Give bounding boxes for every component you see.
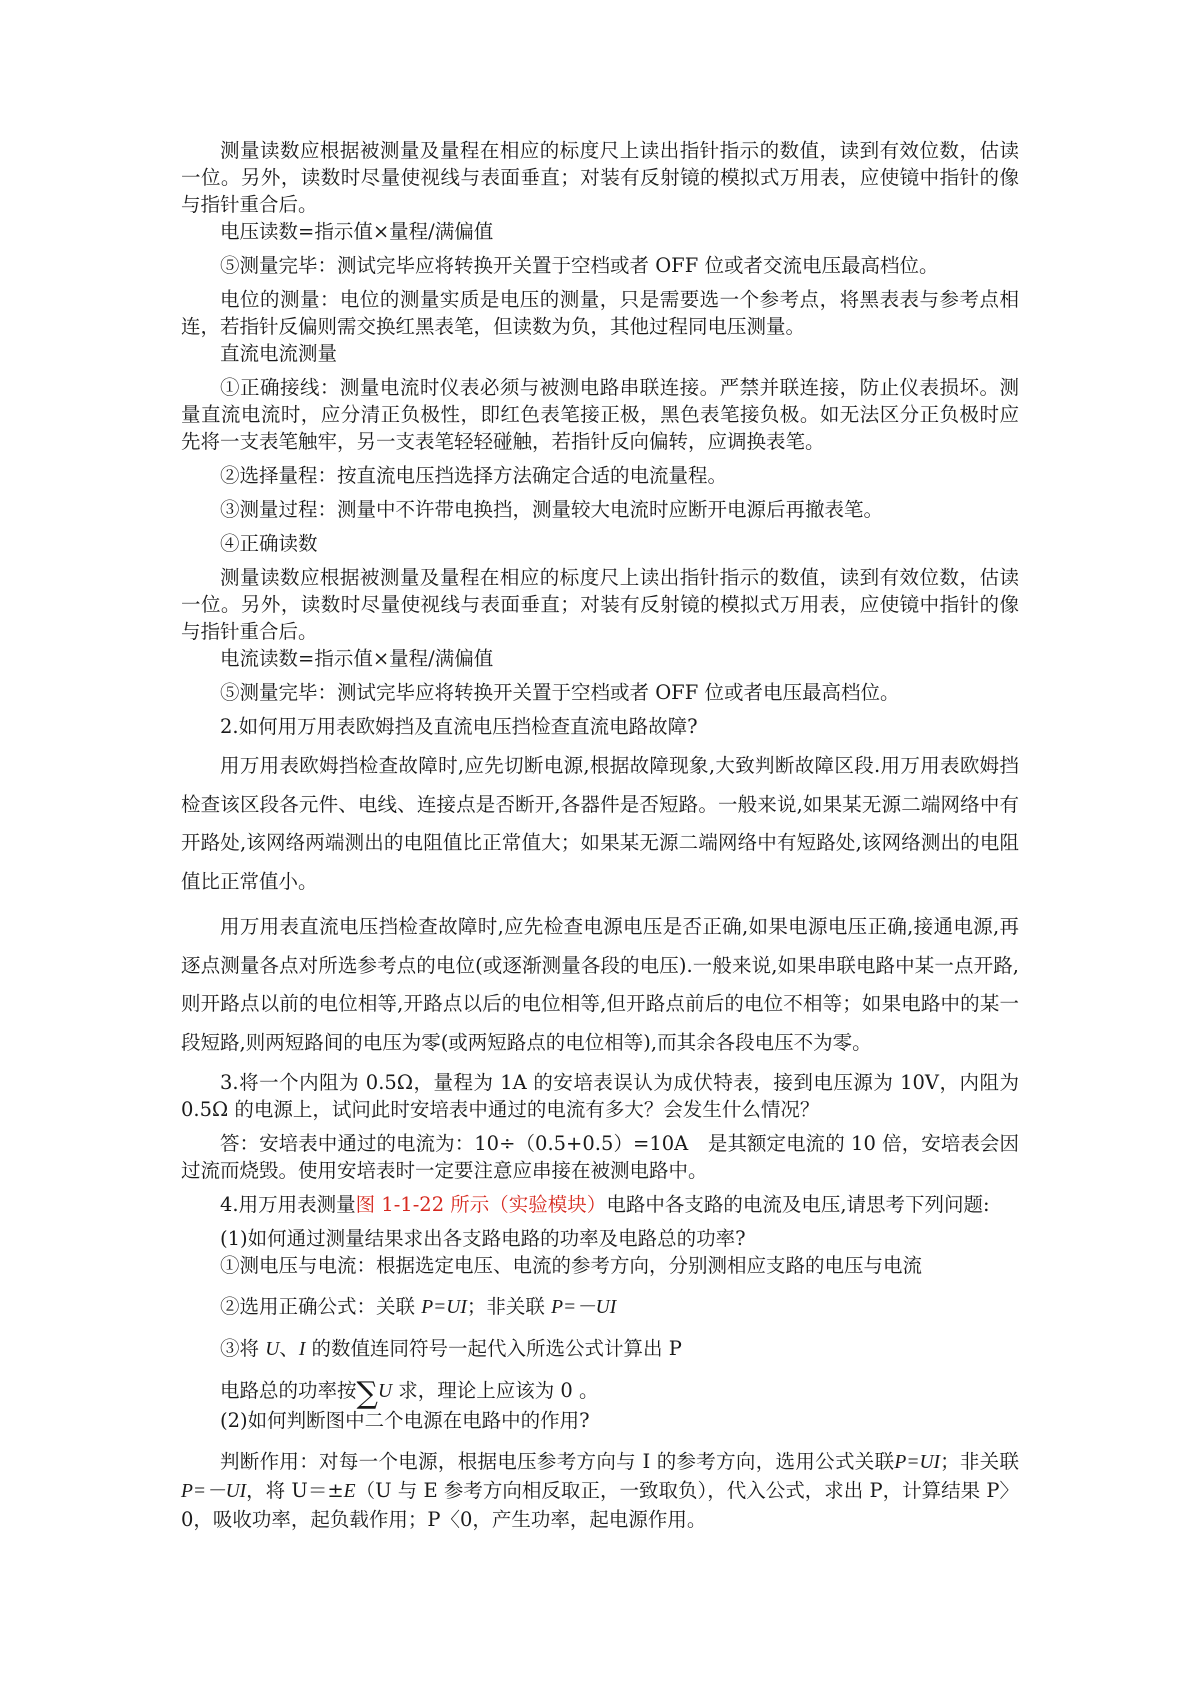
formula: P=－UI [551,1297,617,1318]
paragraph: 电位的测量：电位的测量实质是电压的测量，只是需要选一个参考点，将黑表表与参考点相连，若指针反偏则需交换红黑表笔，但读数为负，其他过程同电压测量。 [181,288,1019,338]
paragraph: 用万用表欧姆挡检查故障时,应先切断电源,根据故障现象,大致判断故障区段.用万用表欧姆挡检查该区段各元件、电线、连接点是否断开,各器件是否短路。一般来说,如果某无源二端网络中有开路处,该网络两端测出的电阻值比正常值大；如果某无源二端网络中有短路处,该网络测出的电阻值比正常值小。 [181,754,1019,893]
paragraph: 电路总的功率按∑U 求，理论上应该为 0 。 [220,1376,599,1411]
last-block [181,1448,1019,1534]
sum-symbol: ∑ [356,1376,378,1411]
question-paragraph: 4.用万用表测量图 1-1-22 所示（实验模块）电路中各支路的电流及电压,请思考下列问题: [220,1193,990,1216]
formula: P=UI [421,1297,467,1318]
figure-reference: 图 1-1-22 所示（实验模块） [355,1193,607,1216]
answer-paragraph: 答：安培表中通过的电流为：10÷（0.5+0.5）=10A 是其额定电流的 10 倍，安培表会因过流而烧毁。使用安培表时一定要注意应串接在被测电路中。 [181,1132,1019,1182]
paragraph: 判断作用：对每一个电源，根据电压参考方向与 I 的参考方向，选用公式关联P=UI；非关联 P=－UI，将 U＝±E（U 与 E 参考方向相反取正，一致取负），代入公式，求出 P，计算结果 P〉0，吸收功率，起负载作用；P〈0，产生功率，起电源作用。 [181,1450,1019,1531]
sub-question: (1)如何通过测量结果求出各支路电路的功率及电路总的功率? [220,1227,746,1250]
document-body [181,137,1019,1534]
section-heading: 直流电流测量 [220,342,338,365]
paragraph: ③测量过程：测量中不许带电换挡，测量较大电流时应断开电源后再撤表笔。 [220,498,884,521]
paragraph: ①测电压与电流：根据选定电压、电流的参考方向，分别测相应支路的电压与电流 [220,1254,923,1277]
paragraph: 用万用表直流电压挡检查故障时,应先检查电源电压是否正确,如果电源电压正确,接通电源,再逐点测量各点对所选参考点的电位(或逐渐测量各段的电压).一般来说,如果串联电路中某一点开路,则开路点以前的电位相等,开路点以后的电位相等,但开路点前后的电位不相等；如果电路中的某一段短路,则两短路间的电压为零(或两短路点的电位相等),而其余各段电压不为零。 [181,915,1019,1054]
question-paragraph: 3.将一个内阻为 0.5Ω，量程为 1A 的安培表误认为成伏特表，接到电压源为 10V，内阻为 0.5Ω 的电源上，试问此时安培表中通过的电流有多大？会发生什么情况？ [181,1071,1019,1121]
formula-paragraph: ②选用正确公式：关联 P=UI；非关联 P=－UI [220,1295,617,1318]
paragraph: 测量读数应根据被测量及量程在相应的标度尺上读出指针指示的数值，读到有效位数，估读一位。另外，读数时尽量使视线与表面垂直；对装有反射镜的模拟式万用表，应使镜中指针的像与指针重合后。 [181,139,1019,216]
sub-question: (2)如何判断图中二个电源在电路中的作用? [220,1409,590,1432]
paragraph: ②选择量程：按直流电压挡选择方法确定合适的电流量程。 [220,464,728,487]
paragraph: ⑤测量完毕：测试完毕应将转换开关置于空档或者 OFF 位或者电压最高档位。 [220,681,900,704]
question-heading: 2.如何用万用表欧姆挡及直流电压挡检查直流电路故障? [220,715,698,738]
paragraph: 电流读数=指示值×量程/满偏值 [220,647,494,670]
paragraph: ③将 U、I 的数值连同符号一起代入所选公式计算出 P [220,1337,682,1360]
paragraph: ④正确读数 [220,532,318,555]
paragraph: 测量读数应根据被测量及量程在相应的标度尺上读出指针指示的数值，读到有效位数，估读一位。另外，读数时尽量使视线与表面垂直；对装有反射镜的模拟式万用表，应使镜中指针的像与指针重合后。 [181,566,1019,643]
paragraph: ⑤测量完毕：测试完毕应将转换开关置于空档或者 OFF 位或者交流电压最高档位。 [220,254,939,277]
paragraph: 电压读数=指示值×量程/满偏值 [220,220,494,243]
paragraph: ①正确接线：测量电流时仪表必须与被测电路串联连接。严禁并联连接，防止仪表损坏。测量直流电流时，应分清正负极性，即红色表笔接正极，黑色表笔接负极。如无法区分正负极时应先将一支表笔触牢，另一支表笔轻轻碰触，若指针反向偏转，应调换表笔。 [181,376,1019,453]
